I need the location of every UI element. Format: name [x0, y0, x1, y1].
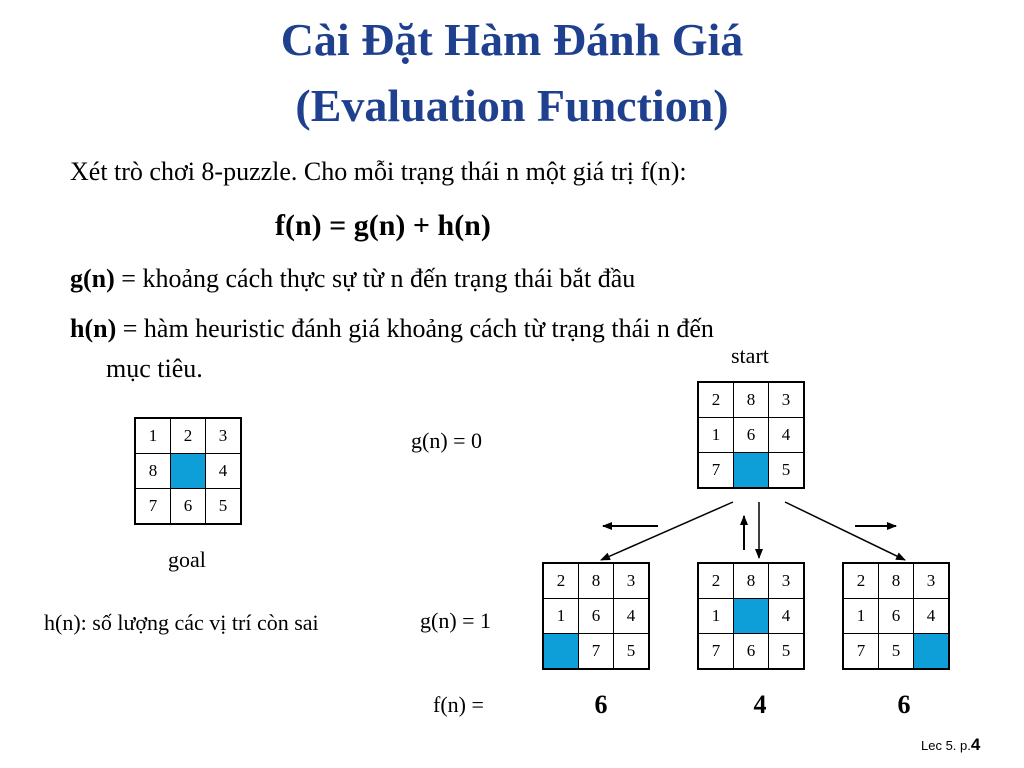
tile: 5 — [769, 634, 805, 670]
tile: 2 — [698, 563, 734, 599]
g-term: g(n) — [70, 264, 115, 293]
tile: 1 — [698, 599, 734, 634]
slide-title-line1: Cài Đặt Hàm Đánh Giá — [280, 14, 744, 65]
tile: 4 — [614, 599, 650, 634]
tile: 2 — [843, 563, 879, 599]
tile: 2 — [543, 563, 579, 599]
tile: 1 — [698, 418, 734, 453]
tile: 6 — [879, 599, 914, 634]
tile: 8 — [734, 563, 769, 599]
tile: 5 — [614, 634, 650, 670]
page-number: 4 — [970, 735, 981, 754]
tile: 4 — [914, 599, 950, 634]
tile: 1 — [843, 599, 879, 634]
page-footer — [921, 735, 980, 755]
intro-text: Xét trò chơi 8-puzzle. Cho mỗi trạng thái n một giá trị f(n): — [70, 157, 687, 186]
h-description: h(n): số lượng các vị trí còn sai — [44, 610, 319, 635]
g0-label: g(n) = 0 — [411, 428, 483, 453]
f-value-middle: 4 — [753, 690, 767, 719]
tile: 6 — [734, 634, 769, 670]
h-def-continued: mục tiêu. — [106, 354, 203, 383]
tile: 7 — [843, 634, 879, 670]
tile: 7 — [698, 634, 734, 670]
tile: 5 — [879, 634, 914, 670]
tile: 8 — [879, 563, 914, 599]
g-def-text: = khoảng cách thực sự từ n đến trạng thái bắt đầu — [114, 264, 636, 293]
tile: 8 — [135, 454, 171, 489]
f-value-right: 6 — [897, 690, 911, 719]
tile: 3 — [914, 563, 950, 599]
tile: 3 — [769, 382, 805, 418]
tile: 7 — [579, 634, 614, 670]
tile: 1 — [543, 599, 579, 634]
slide-title-line2: (Evaluation Function) — [295, 80, 729, 131]
tile: 8 — [579, 563, 614, 599]
f-label: f(n) = — [433, 692, 484, 717]
tile: 7 — [135, 489, 171, 525]
tile: 5 — [769, 453, 805, 489]
tile: 8 — [734, 382, 769, 418]
edge-to-right-child — [785, 502, 905, 560]
tile: 5 — [206, 489, 242, 525]
tile: 2 — [698, 382, 734, 418]
tile: 4 — [769, 418, 805, 453]
tile: 2 — [171, 418, 206, 454]
tile: 6 — [579, 599, 614, 634]
h-def-text: = hàm heuristic đánh giá khoảng cách từ trạng thái n đến — [116, 314, 714, 343]
formula: f(n) = g(n) + h(n) — [275, 209, 491, 242]
tile: 6 — [171, 489, 206, 525]
tile: 7 — [698, 453, 734, 489]
g1-label: g(n) = 1 — [420, 608, 492, 633]
edge-to-left-child — [601, 502, 733, 560]
tile: 3 — [614, 563, 650, 599]
tile: 6 — [734, 418, 769, 453]
h-term: h(n) — [70, 314, 117, 343]
start-label: start — [731, 343, 769, 368]
lecture-label: Lec 5. p. — [921, 738, 971, 753]
tile: 3 — [206, 418, 242, 454]
tile: 4 — [769, 599, 805, 634]
tile: 3 — [769, 563, 805, 599]
f-value-left: 6 — [594, 690, 608, 719]
tile: 4 — [206, 454, 242, 489]
tile: 1 — [135, 418, 171, 454]
goal-label: goal — [168, 547, 206, 572]
